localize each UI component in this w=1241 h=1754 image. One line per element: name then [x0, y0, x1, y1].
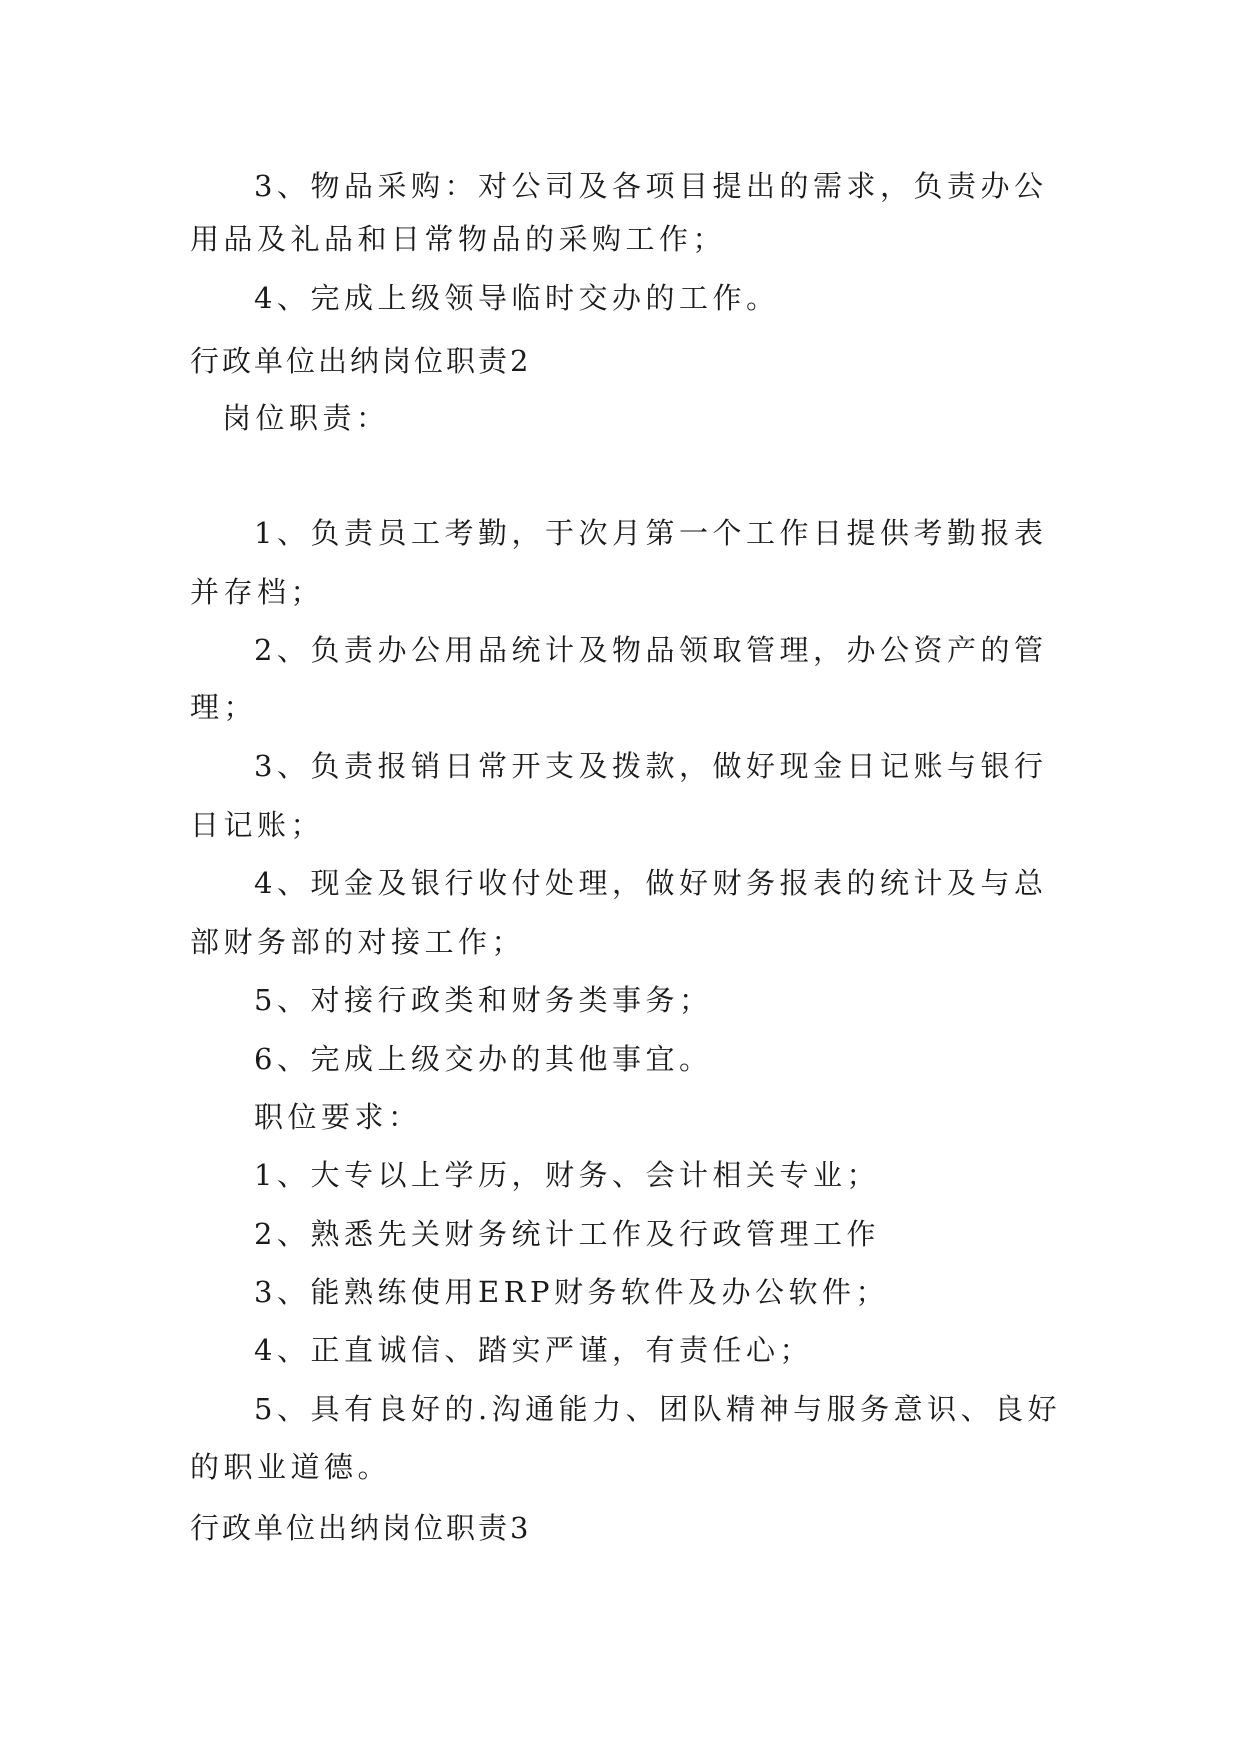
paragraph-line: 3、物品采购：对公司及各项目提出的需求，负责办公 [254, 169, 1048, 203]
list-item: 2、熟悉先关财务统计工作及行政管理工作 [254, 1217, 880, 1251]
paragraph-line: 4、完成上级领导临时交办的工作。 [254, 281, 780, 315]
list-item: 1、负责员工考勤，于次月第一个工作日提供考勤报表 [254, 516, 1048, 550]
list-item: 5、对接行政类和财务类事务； [254, 983, 713, 1017]
list-item: 3、能熟练使用ERP财务软件及办公软件； [254, 1275, 889, 1309]
subsection-label: 职位要求： [254, 1100, 422, 1134]
list-item: 2、负责办公用品统计及物品领取管理，办公资产的管 [254, 633, 1048, 667]
paragraph-line: 用品及礼品和日常物品的采购工作； [190, 222, 727, 256]
section-heading: 行政单位出纳岗位职责2 [190, 344, 532, 378]
list-item: 5、具有良好的.沟通能力、团队精神与服务意识、良好 [254, 1392, 1062, 1426]
subsection-label: 岗位职责： [222, 401, 390, 435]
list-item-continuation: 理； [190, 690, 258, 724]
list-item-continuation: 并存档； [190, 575, 325, 609]
list-item: 6、完成上级交办的其他事宜。 [254, 1042, 713, 1076]
list-item: 4、正直诚信、踏实严谨，有责任心； [254, 1333, 813, 1367]
list-item-continuation: 日记账； [190, 808, 325, 842]
list-item: 1、大专以上学历，财务、会计相关专业； [254, 1158, 880, 1192]
list-item: 3、负责报销日常开支及拨款，做好现金日记账与银行 [254, 749, 1048, 783]
list-item: 4、现金及银行收付处理，做好财务报表的统计及与总 [254, 866, 1048, 900]
list-item-continuation: 的职业道德。 [190, 1450, 392, 1484]
section-heading: 行政单位出纳岗位职责3 [190, 1511, 532, 1545]
list-item-continuation: 部财务部的对接工作； [190, 925, 526, 959]
